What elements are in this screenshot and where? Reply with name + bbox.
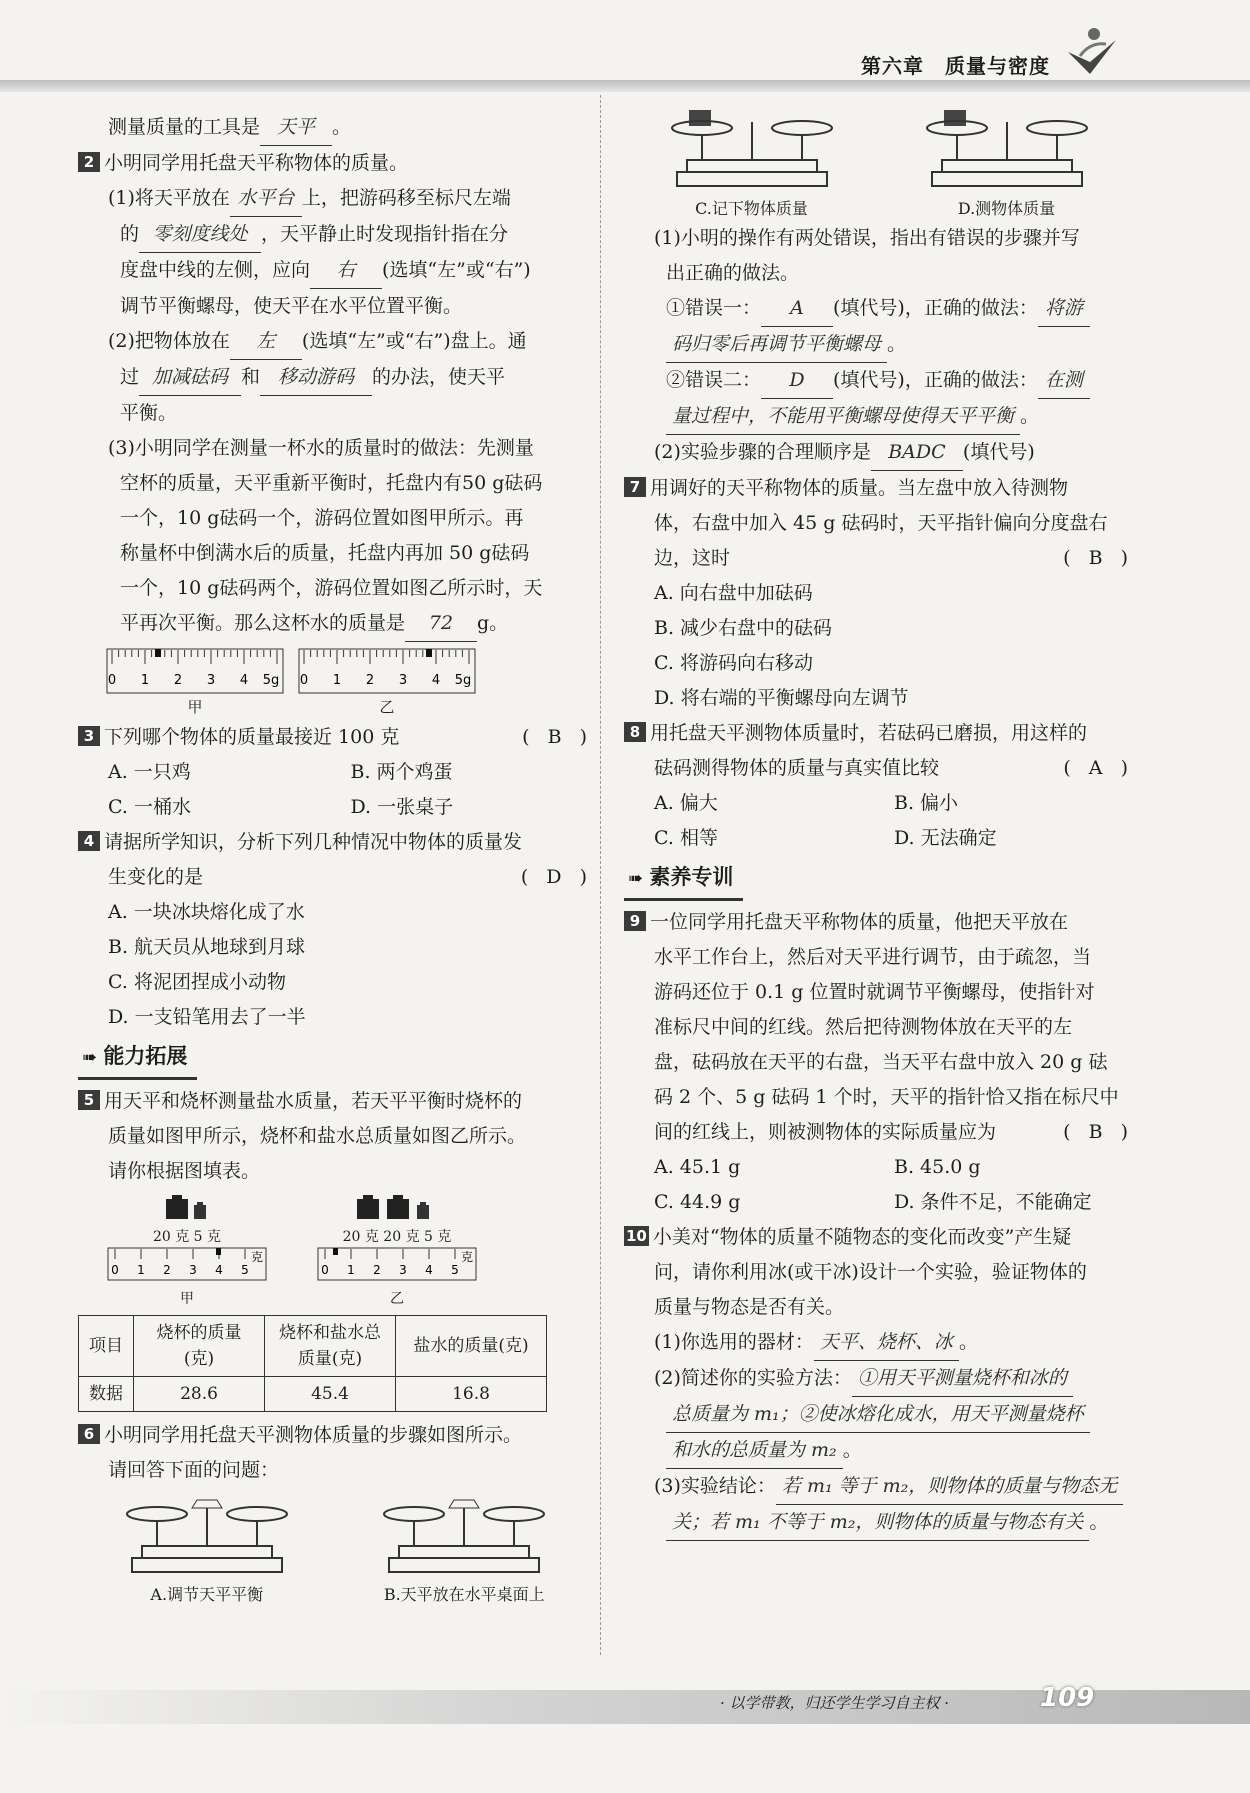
question-number: 2 bbox=[78, 152, 100, 172]
svg-text:5g: 5g bbox=[454, 673, 472, 688]
q9-options-row2: C. 44.9 g D. 条件不足，不能确定 bbox=[654, 1191, 1092, 1213]
svg-text:2: 2 bbox=[173, 673, 183, 688]
svg-text:3: 3 bbox=[398, 673, 408, 688]
q10-stem: 10 小美对“物体的质量不随物态的变化而改变”产生疑 bbox=[626, 1226, 1072, 1248]
weights-icon bbox=[152, 1195, 222, 1221]
svg-text:克: 克 bbox=[250, 1250, 264, 1264]
svg-text:5: 5 bbox=[451, 1263, 459, 1277]
section-heading-literacy: ➠ 素养专训 bbox=[624, 860, 743, 901]
scale-figure-a: 0 1 2 3 4 5g 甲 bbox=[106, 648, 284, 718]
footer-slogan: · 以学带教，归还学生学习自主权 · bbox=[720, 1694, 950, 1712]
q1-tail: 测量质量的工具是 天平 。 bbox=[78, 110, 593, 146]
book-logo-icon bbox=[1060, 22, 1120, 82]
svg-text:克: 克 bbox=[460, 1250, 474, 1264]
answer-paren: ( B ) bbox=[522, 726, 593, 748]
balance-icon bbox=[667, 110, 837, 190]
svg-text:3: 3 bbox=[399, 1263, 407, 1277]
left-column: 测量质量的工具是 天平 。 2 小明同学用托盘天平称物体的质量。 (1)将天平放在 水平台 上，把游码移至标尺左端 的 零刻度线处 ，天平静止时发现指针指在分 度盘中线的左侧，应向 右 (选填“左”或“右”) 调节平衡螺母，使天平在水平位置平衡。 (2)把物体放在 左 (选填“左”或“右”)盘上。通 过 加减砝码 和 移动游码 的办法，使天平 平衡。 (3)小明同学在测量一杯水的质量时的做法：先测量 空杯的质量，天平重新平衡时，托盘内有50 g砝码 一个，10 g砝码一个，游码位置如图甲所示。再 称量杯中倒满水后的质量，托盘内再加 50 g砝码 一个，10 g砝码两个，游码位置如图乙所示时，天 平再次平衡。那么这杯水的质量是 72 g。 0 1 2 3 4 5g 甲 0 1 2 3 4 5g 乙 3 下列哪个物体的质量最接近 100 克 ( B ) A. 一只鸡 B. 两个鸡蛋 C. 一桶水 D. 一张桌子 4 请据所学知识，分析下列几种情况中物体的质量发 生变化的是 ( D ) A. 一块冰块熔化成了水 B. 航天员从地球到月球 C. 将泥团捏成小动物 D. 一支铅笔用去了一半 ➠ 能力拓展 5 用天平和烧杯测量盐水质量，若天平平衡时烧杯的 质量如图甲所示，烧杯和盐水总质量如图乙所示。 请你根据图填表。 20 克 5 克 0 1 2 3 4 5 克 甲 20 克 20 克 5 克 0 1 2 3 4 5 克 乙 项目 烧杯的质量(克) 烧杯和盐水总质量(克) 盐水的质量(克) 数据 28.6 45.4 16.8 6 小明同学用托盘天平测物体质量的步骤如图所示。 请回答下面的问题： A.调节天平平衡 B.天平放在水平桌面上 bbox=[78, 110, 593, 1607]
balance-icon bbox=[379, 1496, 549, 1576]
right-column: C.记下物体质量 D.测物体质量 (1)小明的操作有两处错误，指出有错误的步骤并写 出正确的做法。 ①错误一： A (填代号)，正确的做法： 将游 码归零后再调节平衡螺母 。 ②错误二： D (填代号)，正确的做法： 在测 量过程中，不能用平衡螺母使得天平平衡 。 (2)实验步骤的合理顺序是 BADC (填代号) 7 用调好的天平称物体的质量。当左盘中放入待测物 体，右盘中加入 45 g 砝码时，天平指针偏向分度盘右 边，这时 ( B ) A. 向右盘中加砝码 B. 减少右盘中的砝码 C. 将游码向右移动 D. 将右端的平衡螺母向左调节 8 用托盘天平测物体质量时，若砝码已磨损，用这样的 砝码测得物体的质量与真实值比较 ( A ) A. 偏大 B. 偏小 C. 相等 D. 无法确定 ➠ 素养专训 9 一位同学用托盘天平称物体的质量，他把天平放在 水平工作台上，然后对天平进行调节，由于疏忽，当 游码还位于 0.1 g 位置时就调节平衡螺母，使指针对 准标尺中间的红线。然后把待测物体放在天平的左 盘，砝码放在天平的右盘，当天平右盘中放入 20 g 砝 码 2 个、5 g 砝码 1 个时，天平的指针恰又指在标尺中 间的红线上，则被测物体的实际质量应为 ( B ) A. 45.1 g B. 45.0 g C. 44.9 g D. 条件不足，不能确定 10 小美对“物体的质量不随物态的变化而改变”产生疑 问，请你利用冰(或干冰)设计一个实验，验证物体的 质量与物态是否有关。 (1)你选用的器材： 天平、烧杯、冰 。 (2)简述你的实验方法： ①用天平测量烧杯和冰的 总质量为 m₁；②使冰熔化成水，用天平测量烧杯 和水的总质量为 m₂ 。 (3)实验结论： 若 m₁ 等于 m₂，则物体的质量与物态无 关；若 m₁ 不等于 m₂，则物体的质量与物态有关 。 bbox=[624, 110, 1134, 1541]
q5-data-table: 项目 烧杯的质量(克) 烧杯和盐水总质量(克) 盐水的质量(克) 数据 28.6 45.4 16.8 bbox=[78, 1315, 547, 1412]
rider-scale-figures bbox=[106, 648, 593, 718]
answer-blank: 天平 bbox=[260, 110, 332, 146]
svg-text:0: 0 bbox=[299, 673, 309, 688]
page-number: 109 bbox=[1040, 1683, 1095, 1713]
q4-option-d: D. 一支铅笔用去了一半 bbox=[108, 1006, 306, 1028]
q7-option-d: D. 将右端的平衡螺母向左调节 bbox=[654, 687, 909, 709]
q6-part2: (2)实验步骤的合理顺序是 BADC (填代号) bbox=[624, 435, 1134, 471]
error-two: ②错误二： D (填代号)，正确的做法： 在测 bbox=[624, 363, 1134, 399]
q7-option-b: B. 减少右盘中的砝码 bbox=[654, 617, 833, 639]
svg-text:4: 4 bbox=[425, 1263, 433, 1277]
svg-text:4: 4 bbox=[215, 1263, 223, 1277]
svg-text:1: 1 bbox=[347, 1263, 355, 1277]
svg-text:3: 3 bbox=[189, 1263, 197, 1277]
q10-part2: (2)简述你的实验方法： ①用天平测量烧杯和冰的 bbox=[624, 1361, 1134, 1397]
q6-part1: (1)小明的操作有两处错误，指出有错误的步骤并写 bbox=[654, 227, 1080, 249]
q4-option-a: A. 一块冰块熔化成了水 bbox=[108, 901, 305, 923]
q10-part1: (1)你选用的器材： 天平、烧杯、冰 。 bbox=[624, 1325, 1134, 1361]
q10-part3: (3)实验结论： 若 m₁ 等于 m₂，则物体的质量与物态无 bbox=[624, 1469, 1134, 1505]
balance-figure-c: C.记下物体质量 bbox=[659, 110, 844, 221]
scale-figure-b: 0 1 2 3 4 5g 乙 bbox=[298, 648, 476, 718]
balance-figure-a: A.调节天平平衡 bbox=[114, 1496, 299, 1607]
error-one: ①错误一： A (填代号)，正确的做法： 将游 bbox=[624, 291, 1134, 327]
svg-text:3: 3 bbox=[206, 673, 216, 688]
q7-option-a: A. 向右盘中加砝码 bbox=[654, 582, 813, 604]
q7-stem: 7 用调好的天平称物体的质量。当左盘中放入待测物 bbox=[624, 471, 1134, 506]
svg-text:5: 5 bbox=[241, 1263, 249, 1277]
svg-text:0: 0 bbox=[321, 1263, 329, 1277]
svg-text:2: 2 bbox=[163, 1263, 171, 1277]
q2-part1: (1)将天平放在 水平台 上，把游码移至标尺左端 bbox=[78, 181, 593, 217]
balance-figure-d: D.测物体质量 bbox=[914, 110, 1099, 221]
q4-option-c: C. 将泥团捏成小动物 bbox=[108, 971, 286, 993]
q8-options-row1: A. 偏大 B. 偏小 bbox=[654, 792, 959, 814]
q3-stem: 3 下列哪个物体的质量最接近 100 克 ( B ) bbox=[78, 720, 593, 755]
svg-text:1: 1 bbox=[140, 673, 150, 688]
table-cell: 28.6 bbox=[134, 1377, 265, 1412]
q3-options-row1: A. 一只鸡 B. 两个鸡蛋 bbox=[108, 761, 453, 783]
svg-text:4: 4 bbox=[431, 673, 441, 688]
q2-stem: 2 小明同学用托盘天平称物体的质量。 bbox=[78, 146, 593, 181]
weights-figure-b: 20 克 20 克 5 克 0 1 2 3 4 5 克 乙 bbox=[312, 1195, 482, 1309]
svg-text:1: 1 bbox=[332, 673, 342, 688]
weights-icon bbox=[347, 1195, 447, 1221]
q4-option-b: B. 航天员从地球到月球 bbox=[108, 936, 306, 958]
balance-icon bbox=[922, 110, 1092, 190]
svg-text:0: 0 bbox=[107, 673, 117, 688]
section-heading-extension: ➠ 能力拓展 bbox=[78, 1039, 197, 1080]
svg-text:2: 2 bbox=[365, 673, 375, 688]
svg-text:5g: 5g bbox=[262, 673, 280, 688]
column-divider bbox=[600, 95, 601, 1655]
q8-stem: 8 用托盘天平测物体质量时，若砝码已磨损，用这样的 bbox=[624, 716, 1134, 751]
q4-stem: 4 请据所学知识，分析下列几种情况中物体的质量发 bbox=[78, 825, 593, 860]
q2-part2: (2)把物体放在 左 (选填“左”或“右”)盘上。通 bbox=[78, 324, 593, 360]
svg-text:0: 0 bbox=[111, 1263, 119, 1277]
weights-figure-a: 20 克 5 克 0 1 2 3 4 5 克 甲 bbox=[102, 1195, 272, 1309]
q7-option-c: C. 将游码向右移动 bbox=[654, 652, 813, 674]
q8-options-row2: C. 相等 D. 无法确定 bbox=[654, 827, 997, 849]
q6-figures-ab bbox=[78, 1496, 593, 1607]
q6-figures-cd bbox=[624, 110, 1134, 221]
q5-stem: 5 用天平和烧杯测量盐水质量，若天平平衡时烧杯的 bbox=[78, 1084, 593, 1119]
q9-options-row1: A. 45.1 g B. 45.0 g bbox=[654, 1156, 981, 1178]
q3-options-row2: C. 一桶水 D. 一张桌子 bbox=[108, 796, 454, 818]
chapter-title: 第六章 质量与密度 bbox=[861, 54, 1050, 78]
svg-text:2: 2 bbox=[373, 1263, 381, 1277]
table-cell: 16.8 bbox=[396, 1377, 547, 1412]
table-cell: 45.4 bbox=[265, 1377, 396, 1412]
svg-text:1: 1 bbox=[137, 1263, 145, 1277]
q5-figures bbox=[102, 1195, 593, 1309]
q9-stem: 9 一位同学用托盘天平称物体的质量，他把天平放在 bbox=[624, 905, 1134, 940]
svg-text:4: 4 bbox=[239, 673, 249, 688]
q6-stem: 6 小明同学用托盘天平测物体质量的步骤如图所示。 bbox=[78, 1418, 593, 1453]
balance-icon bbox=[122, 1496, 292, 1576]
balance-figure-b: B.天平放在水平桌面上 bbox=[372, 1496, 557, 1607]
q2-part3: (3)小明同学在测量一杯水的质量时的做法：先测量 bbox=[108, 437, 534, 459]
